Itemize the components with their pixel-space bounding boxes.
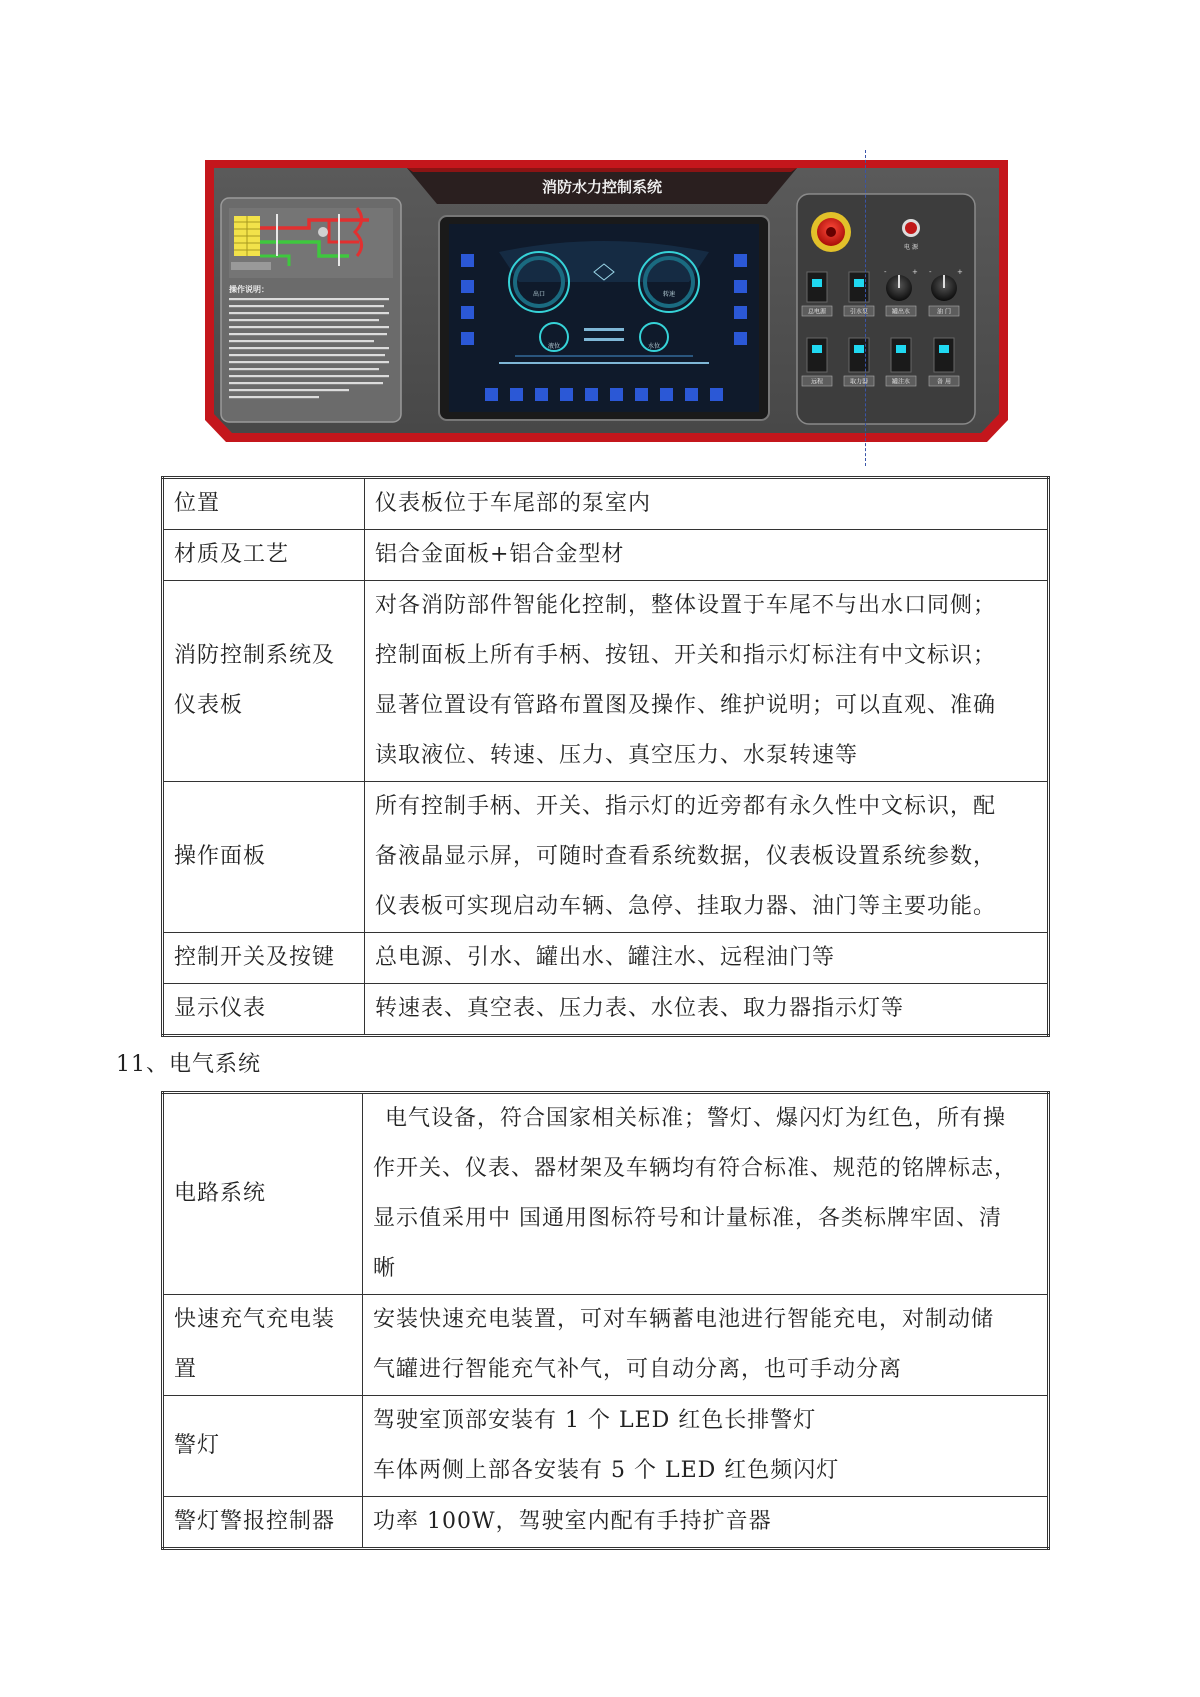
row-key: 快速充气充电装 置 bbox=[163, 1295, 363, 1396]
gauge-label: 出口 bbox=[532, 291, 546, 298]
instructions-text bbox=[229, 298, 389, 398]
switch-label: 总电源 bbox=[807, 308, 827, 316]
table-row bbox=[163, 581, 1049, 782]
row-key: 显示仪表 bbox=[163, 984, 365, 1036]
instructions-title: 操作说明： bbox=[229, 285, 269, 294]
gauge-label: 转速 bbox=[662, 291, 676, 298]
row-value: 总电源、引水、罐出水、罐注水、远程油门等 bbox=[365, 933, 1049, 984]
row-value: 对各消防部件智能化控制，整体设置于车尾不与出水口同侧； 控制面板上所有手柄、按钮、开关和指示灯标注有中文标识； 显著位置设有管路布置图及操作、维护说明；可以直观、准确 读取液位、转速、压力、真空压力、水泵转速等 bbox=[365, 581, 1049, 782]
switch-label: 罐出水 bbox=[891, 308, 911, 316]
svg-text:+: + bbox=[957, 268, 963, 276]
row-key: 控制开关及按键 bbox=[163, 933, 365, 984]
row-value: 电气设备，符合国家相关标准；警灯、爆闪灯为红色，所有操 作开关、仪表、器材架及车辆均有符合标准、规范的铭牌标志， 显示值采用中 国通用图标符号和计量标准，各类标牌牢固、清 晰 bbox=[363, 1093, 1049, 1295]
control-panel-image bbox=[199, 156, 1014, 448]
row-value: 仪表板位于车尾部的泵室内 bbox=[365, 478, 1049, 530]
emergency-stop-button[interactable] bbox=[811, 212, 851, 252]
table-row bbox=[163, 1093, 1049, 1295]
switch-label: 远程 bbox=[810, 378, 824, 386]
table-row bbox=[163, 1497, 1049, 1549]
power-indicator bbox=[902, 219, 920, 237]
row-value: 功率 100W，驾驶室内配有手持扩音器 bbox=[363, 1497, 1049, 1549]
row-key: 位置 bbox=[163, 478, 365, 530]
table-row bbox=[163, 1295, 1049, 1396]
switch-label: 油 门 bbox=[937, 308, 951, 316]
table-row bbox=[163, 530, 1049, 581]
power-label: 电 源 bbox=[904, 244, 918, 251]
alignment-guide-line bbox=[865, 150, 866, 466]
knob[interactable] bbox=[886, 275, 912, 301]
table-row bbox=[163, 1396, 1049, 1497]
table-row bbox=[163, 478, 1049, 530]
row-value: 驾驶室顶部安装有 1 个 LED 红色长排警灯 车体两侧上部各安装有 5 个 LED 红色频闪灯 bbox=[363, 1396, 1049, 1497]
switch-label: 引水泵 bbox=[849, 308, 869, 316]
knob[interactable] bbox=[931, 275, 957, 301]
table-row bbox=[163, 782, 1049, 933]
svg-text:-: - bbox=[929, 268, 932, 276]
section-heading: 11、电气系统 bbox=[116, 1052, 261, 1077]
row-key: 电路系统 bbox=[163, 1093, 363, 1295]
switch-label: 备 用 bbox=[937, 378, 951, 386]
spec-table-fire-control bbox=[161, 476, 1050, 1037]
table-row bbox=[163, 984, 1049, 1036]
gauge-label: 水位 bbox=[647, 343, 661, 350]
row-value: 所有控制手柄、开关、指示灯的近旁都有永久性中文标识，配 备液晶显示屏，可随时查看系统数据，仪表板设置系统参数， 仪表板可实现启动车辆、急停、挂取力器、油门等主要功能。 bbox=[365, 782, 1049, 933]
row-key: 警灯警报控制器 bbox=[163, 1497, 363, 1549]
svg-text:-: - bbox=[884, 268, 887, 276]
panel-title: 消防水力控制系统 bbox=[541, 178, 663, 196]
spec-table-electrical bbox=[161, 1091, 1050, 1550]
row-value: 安装快速充电装置，可对车辆蓄电池进行智能充电，对制动储 气罐进行智能充气补气，可自动分离，也可手动分离 bbox=[363, 1295, 1049, 1396]
svg-text:+: + bbox=[912, 268, 918, 276]
row-key: 材质及工艺 bbox=[163, 530, 365, 581]
row-value: 转速表、真空表、压力表、水位表、取力器指示灯等 bbox=[365, 984, 1049, 1036]
row-key: 操作面板 bbox=[163, 782, 365, 933]
row-key: 消防控制系统及 仪表板 bbox=[163, 581, 365, 782]
gauge-label: 液位 bbox=[547, 343, 561, 350]
switch-label: 罐注水 bbox=[891, 378, 911, 386]
switch-label: 取力器 bbox=[849, 378, 869, 386]
row-key: 警灯 bbox=[163, 1396, 363, 1497]
table-row bbox=[163, 933, 1049, 984]
row-value: 铝合金面板+铝合金型材 bbox=[365, 530, 1049, 581]
